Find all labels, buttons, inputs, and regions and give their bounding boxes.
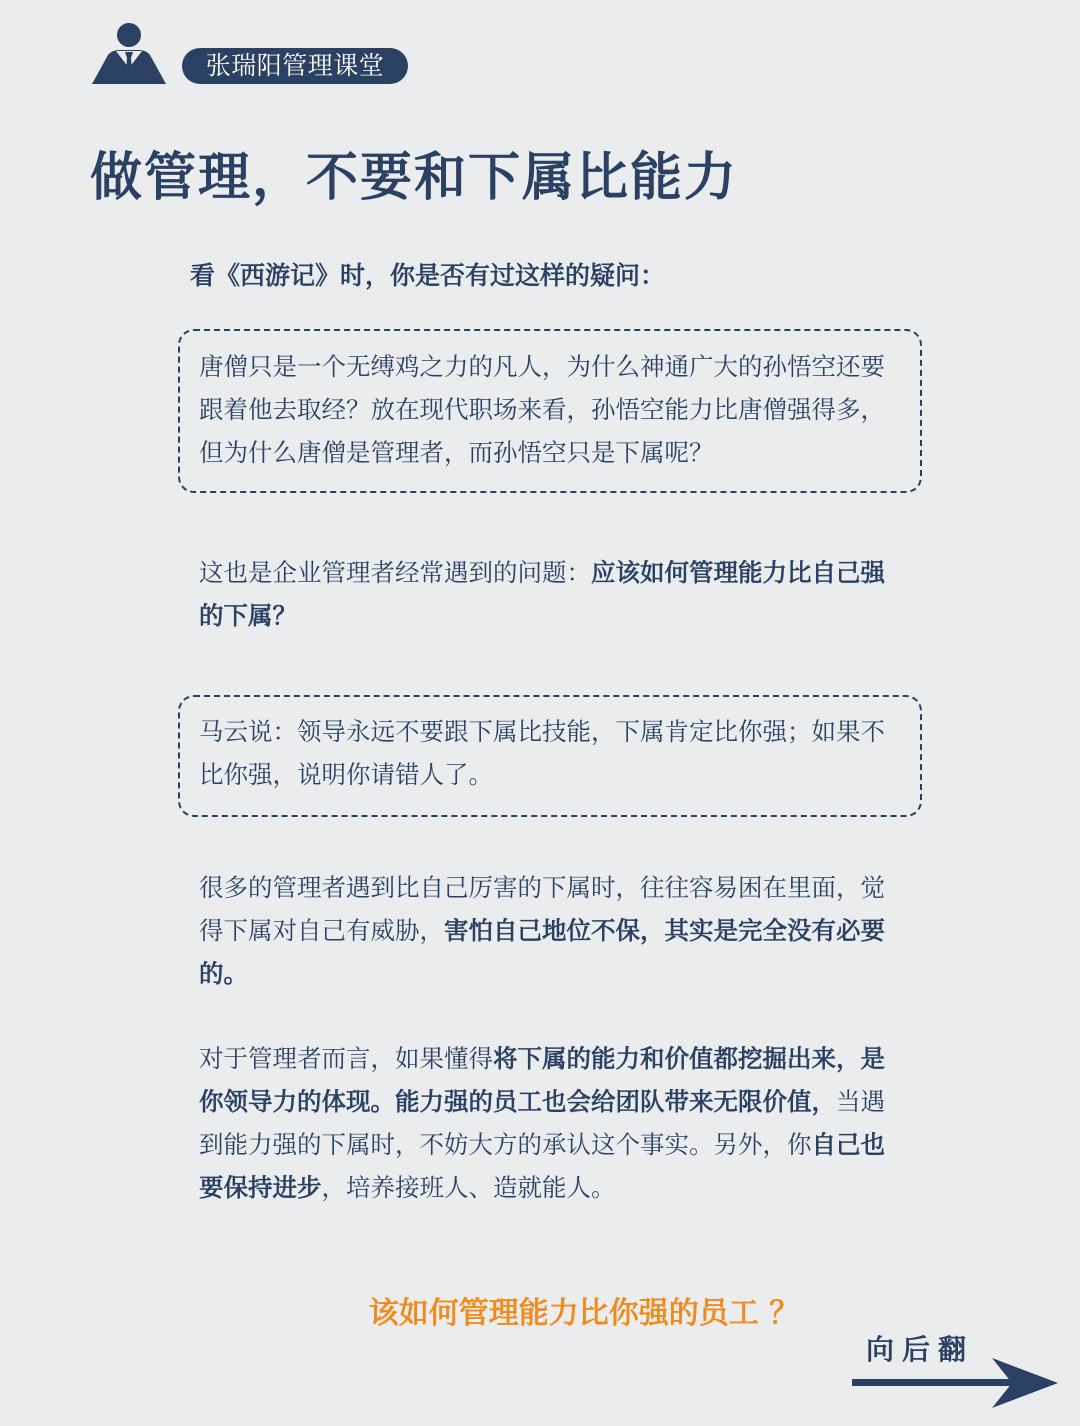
- intro-question: 看《西游记》时，你是否有过这样的疑问：: [190, 261, 666, 290]
- paragraph-problem: [199, 551, 903, 637]
- quote-text-2: 马云说：领导永远不要跟下属比技能，下属肯定比你强；如果不比你强，说明你请错人了。: [199, 717, 885, 789]
- paragraph-leadership: [199, 1037, 903, 1209]
- paragraph-threat: [199, 866, 903, 995]
- paragraph-problem-highlight: 应该如何管理能力比自己强的下属？: [199, 558, 885, 630]
- paragraph-threat-highlight: 害怕自己地位不保，其实是完全没有必要的。: [199, 916, 885, 988]
- quote-text-1: 唐僧只是一个无缚鸡之力的凡人，为什么神通广大的孙悟空还要跟着他去取经？放在现代职场来看，孙悟空能力比唐僧强得多，但为什么唐僧是管理者，而孙悟空只是下属呢？: [199, 352, 885, 467]
- paragraph-leadership-text-2: 当遇到能力强的下属时，不妨大方的承认这个事实。另外，你: [199, 1087, 885, 1159]
- paragraph-leadership-highlight-2: 自己也要保持进步: [199, 1130, 885, 1202]
- person-avatar-icon: [92, 22, 168, 86]
- paragraph-problem-text: 这也是企业管理者经常遇到的问题：: [199, 558, 591, 587]
- arrow-right-icon[interactable]: [852, 1356, 1062, 1412]
- brand-name-badge: 张瑞阳管理课堂: [182, 48, 408, 84]
- paragraph-threat-text: 很多的管理者遇到比自己厉害的下属时，往往容易困在里面，觉得下属对自己有威胁，: [199, 873, 885, 945]
- paragraph-leadership-text-1: 对于管理者而言，如果懂得: [199, 1044, 493, 1073]
- paragraph-leadership-highlight-1: 将下属的能力和价值都挖掘出来，是你领导力的体现。能力强的员工也会给团队带来无限价值，: [199, 1044, 885, 1116]
- next-page-label[interactable]: 向后翻: [866, 1333, 975, 1366]
- page-title: 做管理，不要和下属比能力: [90, 148, 739, 208]
- paragraph-leadership-text-3: ，培养接班人、造就能人。: [321, 1173, 616, 1202]
- teaser-question: 该如何管理能力比你强的员工 ？: [368, 1296, 800, 1331]
